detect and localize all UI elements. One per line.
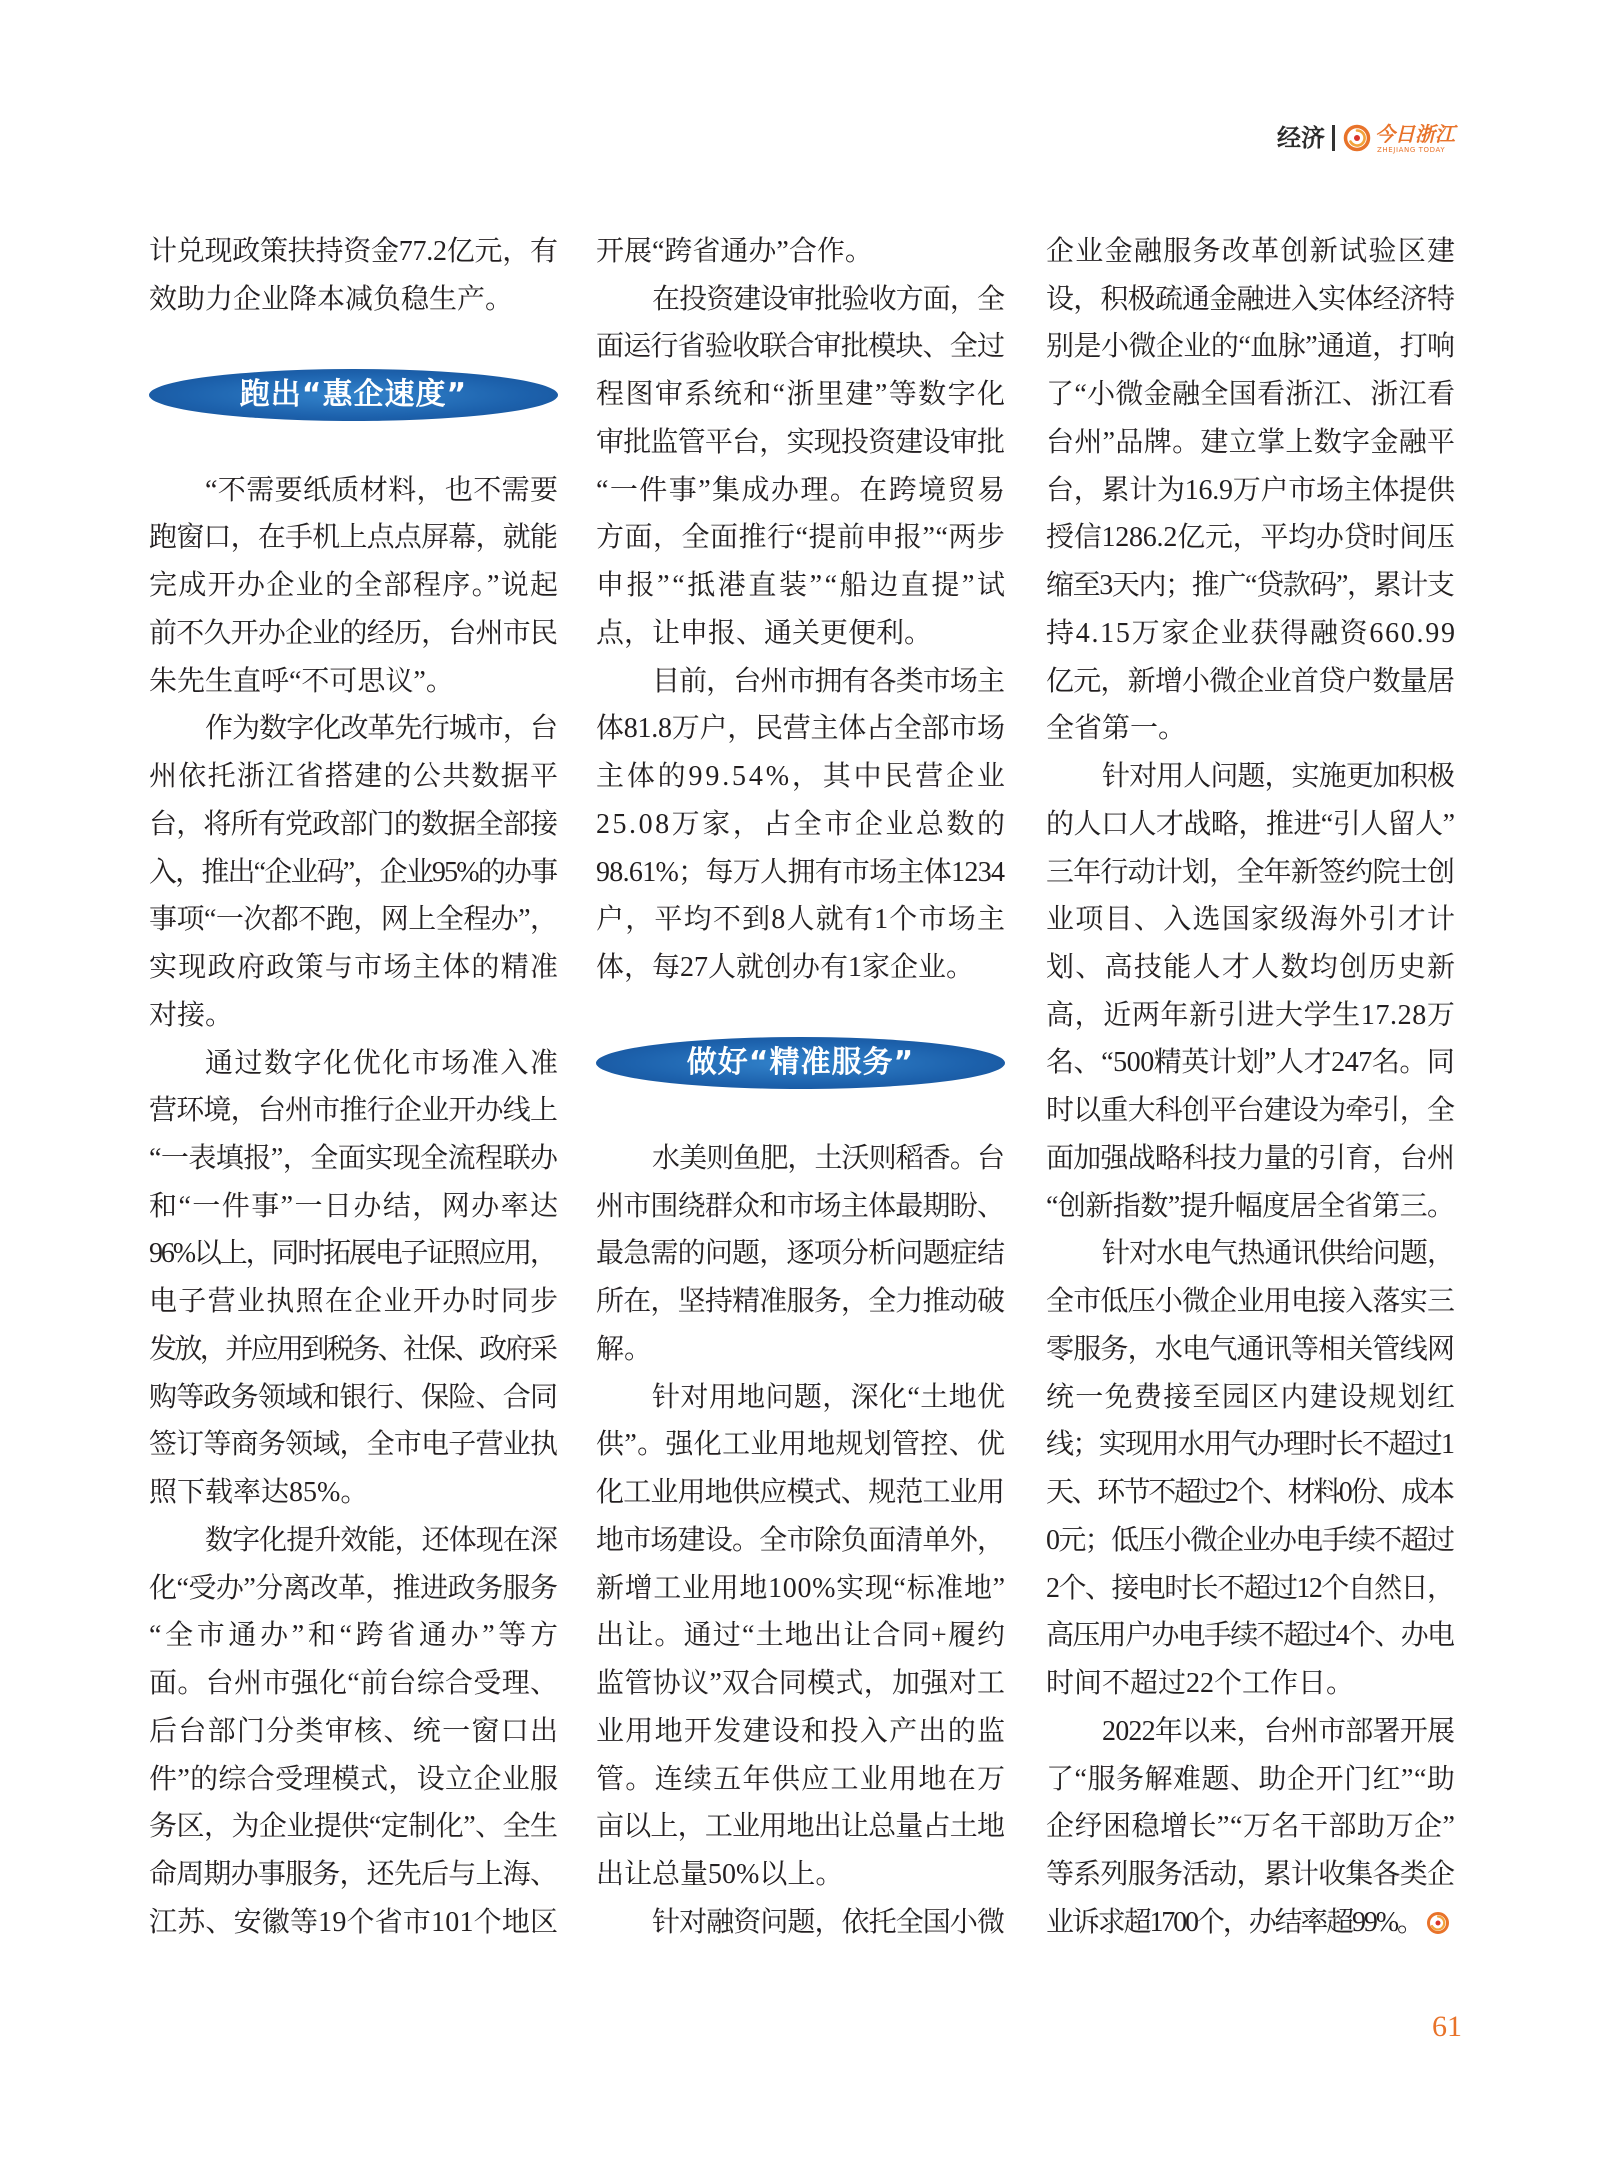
text-line: 划、高技能人才人数均创历史新: [1046, 952, 1457, 984]
text-line: 完成开办企业的全部程序。”说起: [149, 570, 560, 602]
text-line: 户，平均不到8人就有1个市场主: [596, 904, 1007, 936]
text-line: 审批监管平台，实现投资建设审批: [596, 426, 1005, 458]
text-line: 全市低压小微企业用电接入落实三: [1046, 1286, 1455, 1318]
text-line: 事项“一次都不跑，网上全程办”，: [149, 904, 558, 936]
paragraph: [1046, 1230, 1455, 1707]
text-line: 体81.8万户，民营主体占全部市场: [596, 713, 1005, 745]
text-line: 别是小微企业的“血脉”通道，打响: [1046, 331, 1455, 363]
text-line: 效助力企业降本减负稳生产。: [149, 283, 514, 315]
section-heading-block: [149, 323, 558, 466]
text-line: 名、“500精英计划”人才247名。同: [1046, 1047, 1455, 1079]
text-line: 的人口人才战略，推进“引人留人”: [1046, 808, 1455, 840]
text-line: 签订等商务领域，全市电子营业执: [149, 1429, 558, 1461]
text-line: 统一免费接至园区内建设规划红: [1046, 1381, 1457, 1413]
paragraph: [149, 1517, 562, 1947]
text-line: 江苏、安徽等19个省市101个地区: [149, 1906, 559, 1938]
text-line: 供”。强化工业用地规划管控、优: [596, 1429, 1006, 1461]
paragraph: [1046, 753, 1455, 1230]
text-line: 发放，并应用到税务、社保、政府采: [149, 1333, 556, 1365]
text-line: 授信1286.2亿元，平均办贷时间压: [1046, 522, 1455, 554]
text-line: 数字化提升效能，还体现在深: [205, 1524, 558, 1556]
text-line: 高压用户办电手续不超过4个、办电: [1046, 1620, 1454, 1652]
section-heading: 跑出“惠企速度”: [149, 369, 558, 421]
paragraph: [149, 1040, 558, 1517]
section-heading-block: [596, 992, 1005, 1135]
text-line: 全省第一。: [1046, 713, 1187, 745]
text-line: 所在，坚持精准服务，全力推动破: [596, 1286, 1005, 1318]
text-line: 出让总量50%以上。: [596, 1858, 844, 1890]
text-line: 线；实现用水用气办理时长不超过1: [1046, 1429, 1454, 1461]
text-line: 和“一件事”一日办结，网办率达: [149, 1190, 560, 1222]
text-line: 解。: [596, 1333, 653, 1365]
section-heading: 做好“精准服务”: [596, 1037, 1005, 1089]
text-line: 企纾困稳增长”“万名干部助万企”: [1046, 1811, 1456, 1843]
text-line: 时以重大科创平台建设为牵引，全: [1046, 1095, 1455, 1127]
text-line: 通过数字化优化市场准入准: [205, 1047, 560, 1079]
text-line: 地市场建设。全市除负面清单外，: [596, 1524, 1005, 1556]
paragraph: [596, 228, 1005, 276]
paragraph: [1046, 228, 1455, 753]
text-line: 州依托浙江省搭建的公共数据平: [149, 761, 560, 793]
text-line: 业用地开发建设和投入产出的监: [596, 1715, 1007, 1747]
text-line: 务区，为企业提供“定制化”、全生: [149, 1811, 558, 1843]
article-column-1: [149, 228, 562, 1946]
paragraph: [596, 1374, 1005, 1899]
text-line: 后台部门分类审核、统一窗口出: [149, 1715, 560, 1747]
text-line: 台，将所有党政部门的数据全部接: [149, 808, 558, 840]
text-line: “不需要纸质材料，也不需要: [205, 474, 559, 506]
text-line: “一件事”集成办理。在跨境贸易: [596, 474, 1007, 506]
paragraph: [149, 467, 558, 706]
logo-wordmark: 今日浙江: [1375, 122, 1455, 146]
article-end-mark-icon: [1426, 1911, 1450, 1935]
text-line: 州市围绕群众和市场主体最期盼、: [596, 1190, 1005, 1222]
text-line: 件”的综合受理模式，设立企业服: [149, 1763, 559, 1795]
text-line: 25.08万家，占全市企业总数的: [596, 808, 1008, 840]
text-line: 目前，台州市拥有各类市场主: [652, 665, 1005, 697]
text-line: 持4.15万家企业获得融资660.99: [1046, 617, 1457, 649]
text-line: 化“受办”分离改革，推进政务服务: [149, 1572, 558, 1604]
text-line: 计兑现政策扶持资金77.2亿元，有: [149, 236, 558, 267]
text-line: 零服务，水电气通讯等相关管线网: [1046, 1333, 1455, 1365]
text-line: 业项目、入选国家级海外引才计: [1046, 904, 1457, 936]
text-line: 面加强战略科技力量的引育，台州: [1046, 1142, 1455, 1174]
text-line: 针对用地问题，深化“土地优: [652, 1381, 1006, 1413]
text-line: 设，积极疏通金融进入实体经济特: [1046, 283, 1455, 315]
text-line: 时间不超过22个工作日。: [1046, 1668, 1355, 1700]
text-line: 管。连续五年供应工业用地在万: [596, 1763, 1007, 1795]
text-line: 针对水电气热通讯供给问题，: [1102, 1238, 1455, 1270]
text-line: 企业金融服务改革创新试验区建: [1046, 236, 1457, 267]
paragraph: [596, 1899, 1005, 1947]
text-line: 申报”“抵港直装”“船边直提”试: [596, 570, 1008, 602]
text-line: 体，每27人就创办有1家企业。: [596, 952, 975, 984]
text-line: “创新指数”提升幅度居全省第三。: [1046, 1190, 1455, 1222]
text-line: 针对融资问题，依托全国小微: [652, 1906, 1005, 1938]
text-line: 水美则鱼肥，土沃则稻香。台: [652, 1142, 1005, 1174]
text-line: 0元；低压小微企业办电手续不超过: [1046, 1524, 1454, 1556]
article-column-3: [1046, 228, 1455, 1946]
text-line: 了“服务解难题、助企开门红”“助: [1046, 1763, 1456, 1795]
text-line: 朱先生直呼“不可思议”。: [149, 665, 454, 697]
header-divider: [1332, 125, 1335, 151]
text-line: 前不久开办企业的经历，台州市民: [149, 617, 558, 649]
text-line: 命周期办事服务，还先后与上海、: [149, 1858, 558, 1890]
text-line: 亿元，新增小微企业首贷户数量居: [1046, 665, 1455, 697]
text-line: 在投资建设审批验收方面，全: [652, 283, 1005, 315]
text-line: 最急需的问题，逐项分析问题症结: [596, 1238, 1005, 1270]
text-line: 面运行省验收联合审批模块、全过: [596, 331, 1005, 363]
text-line: “全市通办”和“跨省通办”等方: [149, 1620, 562, 1652]
text-line: 主体的99.54%，其中民营企业: [596, 761, 1008, 793]
text-line: 针对用人问题，实施更加积极: [1102, 761, 1455, 793]
text-line: 跑窗口，在手机上点点屏幕，就能: [149, 522, 558, 554]
text-line: 2个、接电时长不超过12个自然日，: [1046, 1572, 1454, 1604]
text-line: 化工业用地供应模式、规范工业用: [596, 1477, 1005, 1509]
article-column-2: [596, 228, 1008, 1946]
text-line: 98.61%；每万人拥有市场主体1234: [596, 856, 1005, 888]
text-line: 缩至3天内；推广“贷款码”，累计支: [1046, 570, 1454, 602]
logo-subtitle: ZHEJIANG TODAY: [1377, 146, 1446, 154]
paragraph: [596, 1135, 1005, 1374]
text-line: 对接。: [149, 999, 234, 1031]
text-line: 程图审系统和“浙里建”等数字化: [596, 379, 1007, 411]
text-line: 天、环节不超过2个、材料0份、成本: [1046, 1477, 1453, 1509]
text-line: 点，让申报、通关更便利。: [596, 617, 933, 649]
text-line: 面。台州市强化“前台综合受理、: [149, 1668, 559, 1700]
page-number: 61: [1432, 2010, 1462, 2043]
text-line: 监管协议”双合同模式，加强对工: [596, 1668, 1006, 1700]
text-line: 电子营业执照在企业开办时同步: [149, 1286, 560, 1318]
paragraph: [149, 228, 558, 323]
text-line: 台，累计为16.9万户市场主体提供: [1046, 474, 1455, 506]
text-line: 出让。通过“土地出让合同+履约: [596, 1620, 1007, 1652]
text-line: 新增工业用地100%实现“标准地”: [596, 1572, 1006, 1604]
text-line: 三年行动计划，全年新签约院士创: [1046, 856, 1455, 888]
paragraph: [596, 276, 1008, 658]
text-line: 照下载率达85%。: [149, 1477, 369, 1509]
text-line: 业诉求超1700个，办结率超99%。: [1046, 1899, 1455, 1947]
text-line: 实现政府政策与市场主体的精准: [149, 952, 560, 984]
paragraph: [596, 658, 1008, 992]
text-line: 方面，全面推行“提前申报”“两步: [596, 522, 1006, 554]
text-line: 台州”品牌。建立掌上数字金融平: [1046, 426, 1456, 458]
text-line: 等系列服务活动，累计收集各类企: [1046, 1858, 1455, 1890]
paragraph: [149, 705, 558, 1039]
paragraph: [1046, 1708, 1455, 1947]
text-line: 高，近两年新引进大学生17.28万: [1046, 999, 1456, 1031]
text-line: 入，推出“企业码”，企业95%的办事: [149, 856, 557, 888]
text-line: 2022年以来，台州市部署开展: [1102, 1715, 1455, 1747]
text-line: 开展“跨省通办”合作。: [596, 236, 873, 267]
text-line: 96%以上，同时拓展电子证照应用，: [149, 1238, 556, 1270]
section-label: 经济: [1277, 124, 1325, 152]
text-line: 了“小微金融全国看浙江、浙江看: [1046, 379, 1456, 411]
text-line: 亩以上，工业用地出让总量占土地: [596, 1811, 1005, 1843]
zhejiang-today-logo-icon: [1343, 124, 1371, 152]
text-line: “一表填报”，全面实现全流程联办: [149, 1142, 558, 1174]
text-line: 营环境，台州市推行企业开办线上: [149, 1095, 558, 1127]
text-line: 作为数字化改革先行城市，台: [205, 713, 558, 745]
text-line: 购等政务领域和银行、保险、合同: [149, 1381, 558, 1413]
